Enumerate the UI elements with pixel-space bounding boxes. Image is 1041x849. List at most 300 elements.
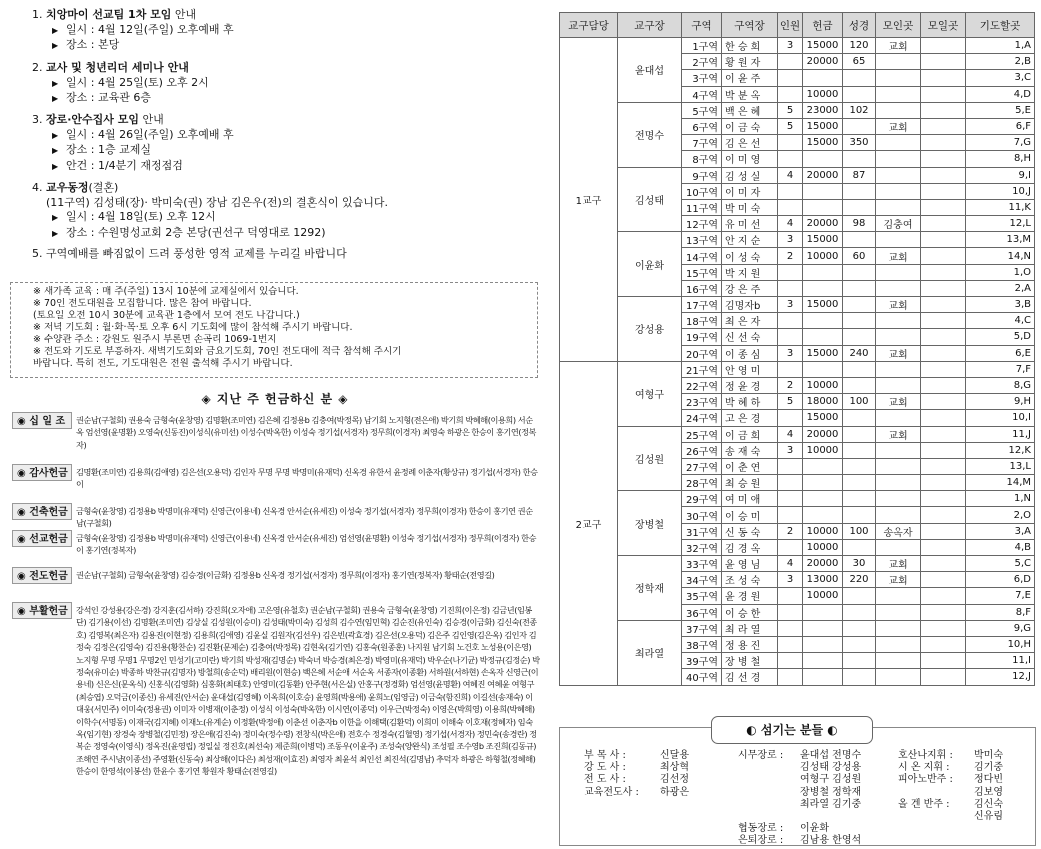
table-cell <box>778 620 803 636</box>
table-cell: 3 <box>778 572 803 588</box>
table-cell <box>843 361 876 377</box>
table-cell <box>876 199 921 215</box>
table-cell: 5구역 <box>682 102 722 118</box>
table-cell: 8,G <box>966 377 1035 393</box>
group-leader-cell: 최라열 <box>618 620 682 685</box>
table-cell: 1,A <box>966 38 1035 54</box>
table-cell: 4 <box>778 167 803 183</box>
table-cell <box>921 264 966 280</box>
servant-name: 장병철 정학재 <box>800 786 862 798</box>
table-cell: 3 <box>778 232 803 248</box>
servant-row <box>898 750 1003 762</box>
table-cell <box>803 329 843 345</box>
table-cell: 최 승 원 <box>722 475 778 491</box>
table-row <box>560 620 1035 636</box>
table-cell: 14구역 <box>682 248 722 264</box>
table-cell: 5 <box>778 394 803 410</box>
table-cell: 8,H <box>966 151 1035 167</box>
notice-subitem <box>32 128 234 144</box>
group-leader-cell: 윤대섭 <box>618 38 682 103</box>
left-column <box>10 0 540 849</box>
table-cell: 박 미 숙 <box>722 199 778 215</box>
table-row <box>560 361 1035 377</box>
group-leader-cell: 김성원 <box>618 426 682 491</box>
table-cell <box>876 604 921 620</box>
table-cell <box>843 588 876 604</box>
table-cell <box>778 410 803 426</box>
table-cell: 김 성 실 <box>722 167 778 183</box>
servant-row <box>584 787 689 799</box>
servant-name: 김보영 <box>974 786 1003 798</box>
table-cell: 12구역 <box>682 216 722 232</box>
group-leader-cell: 정학재 <box>618 556 682 621</box>
notice-heading <box>32 113 234 128</box>
notice-number: 2. <box>32 61 43 74</box>
table-cell: 9,H <box>966 394 1035 410</box>
table-header-row <box>560 13 1035 38</box>
triangle-bullet-icon: ▶ <box>52 161 59 171</box>
table-cell: 김 경 옥 <box>722 539 778 555</box>
table-cell <box>876 669 921 685</box>
servant-name: 신달용 <box>660 750 689 761</box>
table-cell: 9,G <box>966 620 1035 636</box>
table-cell: 35구역 <box>682 588 722 604</box>
servant-role: 시무장로 : <box>738 750 784 761</box>
servant-row <box>584 774 689 786</box>
memo-line: 바랍니다. 특히 전도, 기도대원은 전원 출석해 주시기 바랍니다. <box>33 358 293 369</box>
table-cell: 5,D <box>966 329 1035 345</box>
table-cell: 윤 영 님 <box>722 556 778 572</box>
table-cell <box>803 458 843 474</box>
table-cell: 신 동 숙 <box>722 523 778 539</box>
table-cell: 강 은 주 <box>722 280 778 296</box>
table-cell: 1구역 <box>682 38 722 54</box>
table-cell: 3,C <box>966 70 1035 86</box>
table-cell: 6,D <box>966 572 1035 588</box>
table-cell: 이 승 미 <box>722 507 778 523</box>
table-cell <box>921 297 966 313</box>
table-cell: 박 지 원 <box>722 264 778 280</box>
servant-row <box>738 762 861 774</box>
table-cell: 11,I <box>966 653 1035 669</box>
table-cell: 이 미 자 <box>722 183 778 199</box>
table-cell: 3,B <box>966 297 1035 313</box>
table-cell <box>843 377 876 393</box>
table-cell <box>803 491 843 507</box>
table-cell: 2 <box>778 377 803 393</box>
servant-name: 여형구 김성원 <box>800 774 862 786</box>
notice-title: 치앙마이 선교팀 1차 모임 <box>46 8 172 21</box>
table-cell: 15구역 <box>682 264 722 280</box>
table-cell <box>778 361 803 377</box>
memo-line: ※ 새가족 교육 : 매 주(주일) 13시 10분에 교제실에서 있습니다. <box>33 286 299 297</box>
table-cell <box>803 507 843 523</box>
table-cell <box>921 216 966 232</box>
servants-board <box>559 723 1036 847</box>
table-cell: 유 미 선 <box>722 216 778 232</box>
table-cell: 7,E <box>966 588 1035 604</box>
table-cell <box>778 70 803 86</box>
table-cell <box>921 345 966 361</box>
table-cell: 2,B <box>966 54 1035 70</box>
table-cell: 교회 <box>876 38 921 54</box>
table-row <box>560 102 1035 118</box>
table-cell: 24구역 <box>682 410 722 426</box>
table-cell <box>778 280 803 296</box>
table-cell <box>921 394 966 410</box>
offering-label: ◉ 십 일 조 <box>12 412 72 429</box>
table-cell <box>778 458 803 474</box>
triangle-bullet-icon: ▶ <box>52 130 59 140</box>
notice-subitem <box>32 159 234 175</box>
table-cell: 21구역 <box>682 361 722 377</box>
memo-line: ※ 수양관 주소 : 강원도 원주시 부론면 손곡리 1069-1번지 <box>33 334 277 345</box>
table-cell: 10000 <box>803 588 843 604</box>
servant-row <box>738 774 861 786</box>
table-cell <box>921 475 966 491</box>
table-cell <box>803 653 843 669</box>
table-cell: 6,E <box>966 345 1035 361</box>
parish-cell: 2교구 <box>560 361 618 685</box>
table-cell: 황 원 자 <box>722 54 778 70</box>
table-cell <box>876 410 921 426</box>
table-cell: 11구역 <box>682 199 722 215</box>
table-cell: 37구역 <box>682 620 722 636</box>
table-cell: 고 은 경 <box>722 410 778 426</box>
table-cell: 100 <box>843 394 876 410</box>
table-cell <box>876 491 921 507</box>
table-cell: 3 <box>778 297 803 313</box>
servant-row <box>898 811 1003 823</box>
servant-role: 호산나지휘 : <box>898 750 953 761</box>
table-cell <box>876 183 921 199</box>
table-cell <box>921 669 966 685</box>
offering-names: 권순남(구철회) 권용숙 금형숙(윤창영) 김명환(조미연) 김은혜 김정용b 김충여(박정목) 남기회 노지형(전은애) 박기희 박혜해(이용희) 서순옥 엄선영(윤명환) 오영숙(신동진)이성식(유미선) 이성수(박옥한) 이성숙 정기섭(서경자) 정무희(이경자) 최영숙 하광은 한승이 홍기연(정복자) <box>76 415 536 450</box>
notice-subitem-text: 장소 : 본당 <box>66 38 120 51</box>
table-cell <box>876 232 921 248</box>
table-cell: 60 <box>843 248 876 264</box>
servant-role: 올 겐 반주 : <box>898 798 950 810</box>
notice-number: 4. <box>32 181 43 194</box>
notice-number: 1. <box>32 8 43 21</box>
table-cell <box>843 491 876 507</box>
table-cell <box>843 297 876 313</box>
table-cell: 4 <box>778 556 803 572</box>
servant-name: 김기중 <box>974 762 1003 774</box>
table-cell: 10000 <box>803 523 843 539</box>
table-cell: 이 종 심 <box>722 345 778 361</box>
table-cell <box>921 507 966 523</box>
table-cell <box>803 183 843 199</box>
table-cell: 15000 <box>803 410 843 426</box>
table-cell: 14,M <box>966 475 1035 491</box>
table-cell <box>803 669 843 685</box>
table-cell: 안 지 순 <box>722 232 778 248</box>
table-cell <box>778 507 803 523</box>
column-header: 헌금 <box>803 13 843 38</box>
table-cell: 102 <box>843 102 876 118</box>
table-cell: 23000 <box>803 102 843 118</box>
table-cell <box>843 151 876 167</box>
column-header: 구역 <box>682 13 722 38</box>
table-cell <box>778 313 803 329</box>
notice-number: 5. <box>32 247 43 260</box>
table-cell: 10000 <box>803 248 843 264</box>
memo-line: ※ 전도와 기도로 부흥하자. 새벽기도회와 금요기도회, 70인 전도대에 적극 참석해 주시기 <box>33 346 402 357</box>
servant-name: 박미숙 <box>974 750 1003 761</box>
table-cell: 14,N <box>966 248 1035 264</box>
district-table-wrapper <box>559 12 1034 686</box>
notice-subitem-text: 일시 : 4월 12일(주일) 오후예배 후 <box>66 22 234 36</box>
offering-label: ◉ 건축헌금 <box>12 503 72 520</box>
notice-subitem-text: 장소 : 1층 교제실 <box>66 143 151 156</box>
table-cell: 15000 <box>803 345 843 361</box>
table-cell <box>778 539 803 555</box>
table-cell <box>921 151 966 167</box>
servant-row <box>898 799 1003 811</box>
notice-heading <box>32 247 347 262</box>
table-cell: 박 혜 하 <box>722 394 778 410</box>
table-cell <box>843 410 876 426</box>
table-cell: 이 금 숙 <box>722 118 778 134</box>
offering-names: 권순남(구철회) 금형숙(윤창영) 김승경(이금화) 김정용b 신옥경 정기섭(서경자) 정무희(이경자) 홍기연(정복자) 황태순(전영길) <box>76 570 495 580</box>
group-leader-cell: 전명수 <box>618 102 682 167</box>
table-cell: 3구역 <box>682 70 722 86</box>
offering-names: 금형숙(윤창영) 김정용b 박명미(유재덕) 신영근(이용네) 신옥경 안서순(유세진) 이성숙 정기섭(서경자) 정무희(이경자) 한승이 홍기연 권순남(구철회) <box>76 506 533 529</box>
offering-names: 김명환(조미연) 김용희(김애영) 김은선(오용덕) 김인자 무명 무명 박명미(유재덕) 신옥경 유한서 윤정례 이춘자(황상규) 정기섭(서경자) 한승이 <box>76 467 538 490</box>
table-cell: 32구역 <box>682 539 722 555</box>
table-cell: 19구역 <box>682 329 722 345</box>
table-cell: 7,F <box>966 361 1035 377</box>
servant-name: 정다빈 <box>974 774 1003 786</box>
table-row <box>560 491 1035 507</box>
notice-subitem <box>32 23 234 39</box>
servant-name: 신유림 <box>974 811 1003 823</box>
table-cell <box>778 151 803 167</box>
servant-name: 윤대섭 전명수 <box>800 750 862 761</box>
table-cell: 이 미 영 <box>722 151 778 167</box>
offering-label: ◉ 부활헌금 <box>12 602 72 619</box>
table-cell <box>778 86 803 102</box>
table-cell <box>876 588 921 604</box>
notice-subitem <box>32 38 234 54</box>
notice-item <box>32 181 388 241</box>
table-cell: 3 <box>778 38 803 54</box>
table-cell: 최 라 열 <box>722 620 778 636</box>
triangle-bullet-icon: ▶ <box>52 213 59 222</box>
table-cell: 30구역 <box>682 507 722 523</box>
servant-role: 전 도 사 : <box>584 774 626 786</box>
notice-title-suffix: (결혼) <box>88 181 119 194</box>
notice-heading <box>32 8 234 23</box>
table-cell <box>921 38 966 54</box>
table-cell <box>921 54 966 70</box>
table-cell <box>778 636 803 652</box>
table-cell: 10000 <box>803 86 843 102</box>
table-cell: 1,N <box>966 491 1035 507</box>
notice-item <box>32 247 347 262</box>
table-cell <box>921 102 966 118</box>
table-cell <box>843 620 876 636</box>
table-cell <box>778 491 803 507</box>
table-cell: 김 선 경 <box>722 669 778 685</box>
table-cell <box>921 604 966 620</box>
notice-subitem <box>32 76 209 92</box>
servant-row <box>738 799 861 811</box>
elder-list <box>738 750 861 848</box>
servant-row <box>584 762 689 774</box>
table-row <box>560 38 1035 54</box>
notice-subitem-text: 장소 : 수원명성교회 2층 본당(권선구 덕영대로 1292) <box>66 225 326 239</box>
offering-label: ◉ 전도헌금 <box>12 567 72 584</box>
table-cell <box>921 199 966 215</box>
pastor-list <box>584 750 689 799</box>
table-cell: 20000 <box>803 216 843 232</box>
table-cell: 교회 <box>876 297 921 313</box>
table-cell <box>921 636 966 652</box>
table-cell: 4구역 <box>682 86 722 102</box>
servant-role: 교육전도사 : <box>584 786 639 798</box>
table-cell: 이 춘 연 <box>722 458 778 474</box>
table-cell: 김 은 선 <box>722 135 778 151</box>
table-cell <box>843 458 876 474</box>
table-cell <box>876 151 921 167</box>
table-cell <box>921 135 966 151</box>
table-cell: 26구역 <box>682 442 722 458</box>
table-cell <box>778 135 803 151</box>
table-cell: 윤 경 원 <box>722 588 778 604</box>
notice-heading <box>32 61 209 76</box>
table-cell: 350 <box>843 135 876 151</box>
table-cell: 39구역 <box>682 653 722 669</box>
table-cell: 교회 <box>876 345 921 361</box>
triangle-bullet-icon: ▶ <box>52 94 59 103</box>
table-cell: 20000 <box>803 167 843 183</box>
table-cell: 3,A <box>966 523 1035 539</box>
servant-row <box>738 811 861 823</box>
table-cell: 교회 <box>876 248 921 264</box>
table-cell: 4,C <box>966 313 1035 329</box>
table-cell <box>876 167 921 183</box>
table-cell: 3 <box>778 345 803 361</box>
table-cell: 20000 <box>803 556 843 572</box>
table-cell: 36구역 <box>682 604 722 620</box>
servant-name: 최상혁 <box>660 762 689 774</box>
triangle-bullet-icon: ▶ <box>52 78 59 88</box>
table-cell <box>876 361 921 377</box>
column-header: 성경 <box>843 13 876 38</box>
table-cell: 17구역 <box>682 297 722 313</box>
table-cell <box>843 70 876 86</box>
table-cell: 11,K <box>966 199 1035 215</box>
table-cell <box>921 232 966 248</box>
table-cell: 송옥자 <box>876 523 921 539</box>
table-cell <box>876 620 921 636</box>
table-cell <box>921 329 966 345</box>
table-cell <box>921 458 966 474</box>
offering-names: 금형숙(윤창영) 김정용b 박명미(유재덕) 신영근(이용네) 신옥경 안서순(유세진) 엄선영(윤명환) 이성숙 정기섭(서경자) 정무희(이경자) 한승이 홍기연(정복자) <box>76 533 537 556</box>
table-cell <box>843 232 876 248</box>
district-table <box>559 12 1035 686</box>
table-cell: 22구역 <box>682 377 722 393</box>
memo-line: ※ 70인 전도대원을 모집합니다. 많은 참여 바랍니다. <box>33 298 252 309</box>
table-cell: 9구역 <box>682 167 722 183</box>
table-cell: 25구역 <box>682 426 722 442</box>
column-header: 교구담당 <box>560 13 618 38</box>
table-cell: 240 <box>843 345 876 361</box>
table-cell: 5 <box>778 118 803 134</box>
table-cell: 여 미 애 <box>722 491 778 507</box>
memo-box <box>10 282 538 378</box>
table-cell <box>921 620 966 636</box>
servant-name: 이윤화 <box>800 823 829 835</box>
notice-subitem-text: 일시 : 4월 25일(토) 오후 2시 <box>66 75 209 89</box>
table-cell <box>876 442 921 458</box>
group-leader-cell: 이윤화 <box>618 232 682 297</box>
notice-detail: (11구역) 김성태(장)· 박미숙(권) 장남 김은우(전)의 결혼식이 있습니다. <box>46 195 388 209</box>
table-cell <box>921 653 966 669</box>
table-cell: 13000 <box>803 572 843 588</box>
memo-line: (토요일 오전 10시 30분에 교육관 1층에서 모여 전도 나갑니다.) <box>33 310 300 321</box>
servant-role: 협동장로 : <box>738 823 784 835</box>
column-header: 모인곳 <box>876 13 921 38</box>
table-cell <box>803 475 843 491</box>
table-cell <box>778 475 803 491</box>
column-header: 인원 <box>778 13 803 38</box>
table-row <box>560 167 1035 183</box>
table-cell: 10000 <box>803 539 843 555</box>
table-cell <box>921 118 966 134</box>
table-cell: 15000 <box>803 118 843 134</box>
table-cell <box>778 604 803 620</box>
table-cell: 28구역 <box>682 475 722 491</box>
table-cell <box>843 604 876 620</box>
table-cell <box>843 280 876 296</box>
table-cell <box>921 280 966 296</box>
table-cell: 정 윤 경 <box>722 377 778 393</box>
table-cell <box>843 264 876 280</box>
notice-subitem <box>32 91 209 107</box>
table-cell <box>921 377 966 393</box>
table-cell <box>843 118 876 134</box>
music-list <box>898 750 1003 823</box>
notice-subitem <box>32 143 234 159</box>
table-cell: 10,I <box>966 410 1035 426</box>
offering-names: 강석인 강성용(강은경) 강지훈(김서하) 강진희(오자애) 고은영(유철호) 권순남(구철회) 권용숙 금형숙(윤창영) 기진희(이은정) 김금년(임봉단) 김기용(이선) 김명환(조미연) 김상실 김성원(이승미) 김성태(박미숙) 김성희 김수연(임민혁) 김순진(유인숙) 김승경(이금화) 김신숙(전종호) 김영복(최은자) 김용진(이현정) 김용희(김애영) 김윤실 김원자(김선우) 김은빈(곽효경) 김은선(오용덕) 김은주 김인영(김은옥) 김인자 김정숙 김정은(김영숙) 김진용(황찬순) 김진환(문제순) 김충여(박정목) 김현옥(김기연) 김홍숙(원종훈) 나지원 남기회 노건호 노성용(이은영) 노지형 무명 무명1 무명2인 민성기(고미란) 박기희 박성재(김명순) 박숙녀 박승경(최은경) 박영미(유재덕) 박우순(나기균) 박정규(김정순) 박정숙(유미순) 박종하 박찬규(김명자) 방철희(송순덕) 배리원(이현승) 백은혜 서순애 서순옥 서종자(이종환) 서하원(서하현) 손옥자 신영근(이용네) 신은신(문옥식) 신홍식(김영화) 심홍화(최태호) 안영미(김동환) 안주현(서은실) 안홍구(정경화) 엄선영(윤명환) 여혜진 여혜윤 여형구(최승엽) 오덕금(이종신) 유세진(안서순) 윤대섭(김영혜) 이옥희(이호승) 윤영희(박용애) 윤희노(임영금) 이금숙(함진희) 이길선(송재숙) 이대웅(서민주) 이미숙(정용권) 이미자 이병재(이춘정) 이성식 이성숙(박옥한) 이시연(이종덕) 이우근(박정숙) 이영은(박희영) 이용희(박혜해) 이학수(서명동) 이재국(김지혜) 이재노(유계순) 이정환(박정애) 이춘선 이춘자b 이한을 이해택(김환덕) 이희미 이해숙 이호재(정혜자) 임숙옥(임기현) 장경숙 장병철(김민정) 장은애(김진숙) 정미숙(정수령) 전창식(박은애) 전호수 정경숙(김혈영) 정기섭(서경자) 정민숙(송경란) 정복순 정영숙(이영식) 정옥진(윤영립) 정일실 정진호(최선숙) 제준희(이병덕) 조동우(이윤주) 조성숙(양완식) 조성필 조수영b 조진희(김동규) 조해연 주시냥(이종선) 주영환(신동숙) 최상해(이다은) 최성재(이효진) 최영자 최윤석 최인선 최진석(김명남) 추덕자 하광은 하형철(정혜해) 한승이 한영석(이봉선) 한윤수 홍기연 황원자 황태순(전영길) <box>76 605 540 777</box>
table-cell <box>843 442 876 458</box>
table-cell: 송 재 숙 <box>722 442 778 458</box>
table-cell <box>778 329 803 345</box>
table-cell: 7구역 <box>682 135 722 151</box>
notice-title: 장로·안수집사 모임 <box>46 113 140 126</box>
table-cell: 30 <box>843 556 876 572</box>
table-cell: 5,E <box>966 102 1035 118</box>
table-cell <box>876 653 921 669</box>
table-cell <box>778 54 803 70</box>
table-cell: 18구역 <box>682 313 722 329</box>
table-cell: 이 윤 주 <box>722 70 778 86</box>
table-cell <box>876 86 921 102</box>
table-cell <box>803 199 843 215</box>
notice-number: 3. <box>32 113 43 126</box>
table-cell: 김명자b <box>722 297 778 313</box>
triangle-bullet-icon: ▶ <box>52 25 59 35</box>
notice-item <box>32 113 234 174</box>
table-cell <box>803 636 843 652</box>
servant-name: 김신숙 <box>974 798 1003 810</box>
table-cell <box>778 653 803 669</box>
table-cell: 교회 <box>876 426 921 442</box>
